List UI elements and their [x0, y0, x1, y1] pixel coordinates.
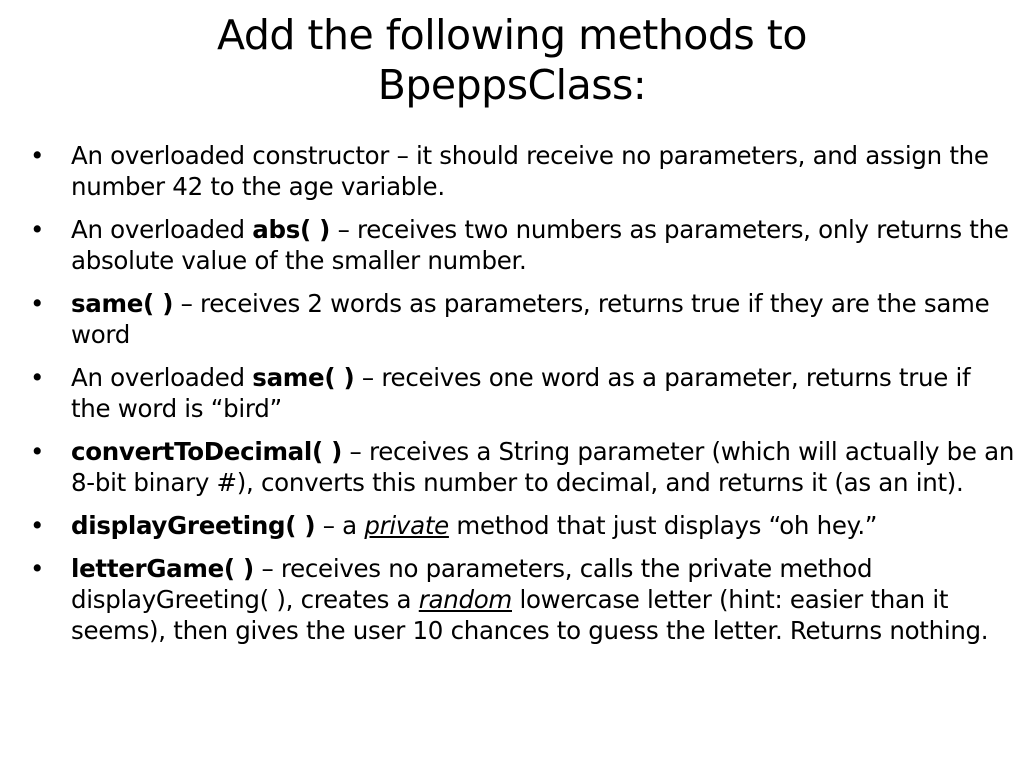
- method-name: convertToDecimal( ): [71, 437, 343, 466]
- bullet-text-post: – receives two numbers as parameters, only returns the absolute value of the smaller number.: [71, 215, 1009, 275]
- slide-title-line-1: Add the following methods to: [217, 11, 807, 59]
- bullet-item-convert-to-decimal: [30, 436, 1015, 498]
- emphasis-text: random: [418, 585, 512, 614]
- bullet-list: [30, 140, 1015, 658]
- bullet-text-post: – receives 2 words as parameters, returns true if they are the same word: [71, 289, 990, 349]
- bullet-item-same-overloaded: [30, 362, 1015, 424]
- bullet-text-mid: – receives no parameters, calls the private method displayGreeting( ), creates a: [71, 554, 873, 614]
- bullet-icon: •: [30, 437, 45, 466]
- bullet-icon: •: [30, 215, 45, 244]
- method-name: abs( ): [252, 215, 331, 244]
- bullet-item-constructor: [30, 140, 1015, 202]
- emphasis-text: private: [364, 511, 449, 540]
- bullet-text-post: method that just displays “oh hey.”: [448, 511, 878, 540]
- bullet-icon: •: [30, 511, 45, 540]
- bullet-icon: •: [30, 363, 45, 392]
- bullet-icon: •: [30, 554, 45, 583]
- method-name: same( ): [252, 363, 355, 392]
- bullet-text-post: – receives one word as a parameter, returns true if the word is “bird”: [71, 363, 971, 423]
- bullet-text: An overloaded constructor – it should receive no parameters, and assign the number 42 to the age variable.: [71, 141, 989, 201]
- bullet-icon: •: [30, 289, 45, 318]
- bullet-text-post: – receives a String parameter (which will actually be an 8-bit binary #), converts this number to decimal, and returns it (as an int).: [71, 437, 1015, 497]
- method-name: displayGreeting( ): [71, 511, 316, 540]
- slide-title-line-2: BpeppsClass:: [377, 61, 647, 109]
- bullet-item-same: [30, 288, 1015, 350]
- method-name: same( ): [71, 289, 174, 318]
- bullet-item-letter-game: [30, 553, 1015, 646]
- method-name: letterGame( ): [71, 554, 254, 583]
- bullet-text-pre: An overloaded: [71, 215, 253, 244]
- bullet-item-display-greeting: [30, 510, 1015, 541]
- bullet-text-pre: An overloaded: [71, 363, 253, 392]
- bullet-text-post: lowercase letter (hint: easier than it seems), then gives the user 10 chances to guess the letter. Returns nothing.: [71, 585, 989, 645]
- bullet-text-mid: – a: [315, 511, 365, 540]
- bullet-icon: •: [30, 141, 45, 170]
- bullet-item-abs: [30, 214, 1015, 276]
- slide-title: [60, 10, 964, 110]
